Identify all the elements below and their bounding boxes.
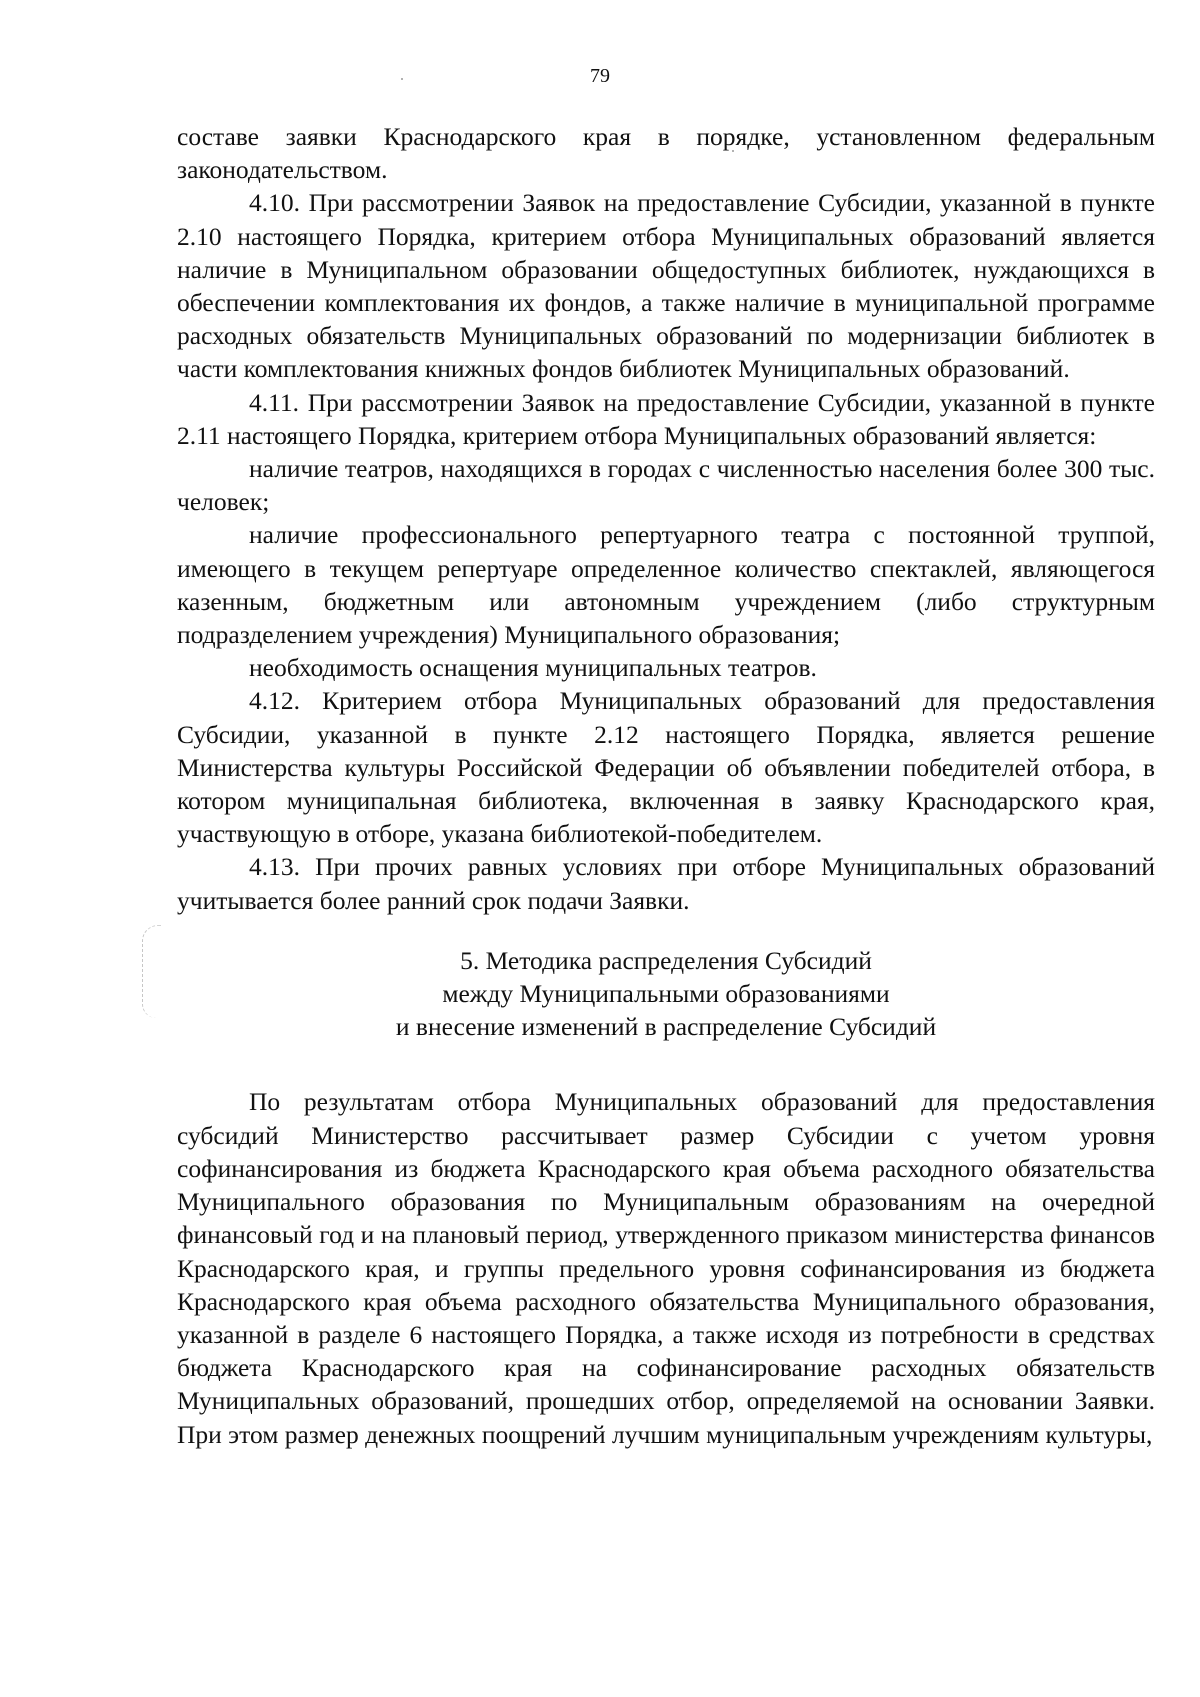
- section-heading-line: 5. Методика распределения Субсидий: [460, 945, 872, 975]
- document-body: [177, 120, 1155, 1451]
- paragraph-4-12: 4.12. Критерием отбора Муниципальных образований для предоставления Субсидии, указанной в пункте 2.12 настоящего Порядка, является решение Министерства культуры Российской Федерации об объявлении победителей отбора, в котором муниципальная библиотека, включенная в заявку Краснодарского края, участвующую в отборе, указана библиотекой-победителем.: [177, 686, 1155, 849]
- paragraph-methodology: По результатам отбора Муниципальных образований для предоставления субсидий Министерство рассчитывает размер Субсидии с учетом уровня софинансирования из бюджета Краснодарского края объема расходного обязательства Муниципального образования по Муниципальным образованиям на очередной финансовый год и на плановый период, утвержденного приказом министерства финансов Краснодарского края, и группы предельного уровня софинансирования из бюджета Краснодарского края объема расходного обязательства Муниципального образования, указанной в разделе 6 настоящего Порядка, а также исходя из потребности в средствах бюджета Краснодарского края на софинансирование расходных обязательств Муниципальных образований, прошедших отбор, определяемой на основании Заявки. При этом размер денежных поощрений лучшим муниципальным учреждениям культуры,: [177, 1087, 1155, 1449]
- paragraph: составе заявки Краснодарского края в порядке, установленном федеральным законодательством.: [177, 122, 1155, 185]
- paragraph-4-10: 4.10. При рассмотрении Заявок на предоставление Субсидии, указанной в пункте 2.10 настоящего Порядка, критерием отбора Муниципальных образований является наличие в Муниципальном образовании общедоступных библиотек, нуждающихся в обеспечении комплектования их фондов, а также наличие в муниципальной программе расходных обязательств Муниципальных образований по модернизации библиотек в части комплектования книжных фондов библиотек Муниципальных образований.: [177, 188, 1155, 384]
- list-item-equipment: необходимость оснащения муниципальных театров.: [249, 653, 817, 683]
- list-item-repertory-theatre: наличие профессионального репертуарного театра с постоянной труппой, имеющего в текущем репертуаре определенное количество спектаклей, являющегося казенным, бюджетным или автономным учреждением (либо структурным подразделением учреждения) Муниципального образования;: [177, 520, 1155, 650]
- section-heading-line: и внесение изменений в распределение Субсидий: [395, 1012, 937, 1042]
- scan-speck: [401, 78, 403, 80]
- section-heading: [177, 944, 1155, 1044]
- page-number: 79: [590, 65, 610, 87]
- paragraph-4-11: 4.11. При рассмотрении Заявок на предоставление Субсидии, указанной в пункте 2.11 настоящего Порядка, критерием отбора Муниципальных образований является:: [177, 387, 1155, 450]
- paragraph-4-13: 4.13. При прочих равных условиях при отборе Муниципальных образований учитывается более ранний срок подачи Заявки.: [177, 852, 1155, 915]
- margin-pencil-mark: [142, 925, 161, 1018]
- section-heading-line: между Муниципальными образованиями: [442, 979, 890, 1009]
- list-item-theatres: наличие театров, находящихся в городах с численностью населения более 300 тыс. человек;: [177, 454, 1155, 517]
